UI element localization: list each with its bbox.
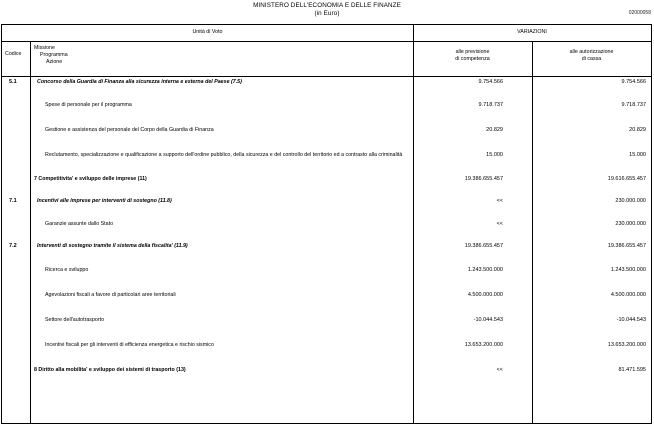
row-cassa: 9.718.737 xyxy=(621,102,646,108)
row-description: 8 Diritto alla mobilita' e sviluppo dei sistemi di trasporto (13) xyxy=(34,367,186,373)
table-row xyxy=(2,102,651,116)
cassa-header-line1: alle autorizzazione xyxy=(569,49,614,55)
row-cassa: 230.000.000 xyxy=(615,198,646,204)
row-cassa: 4.500.000.000 xyxy=(610,292,646,298)
row-competenza: 9.754.566 xyxy=(478,79,503,85)
ministry-title: MINISTERO DELL'ECONOMIA E DELLE FINANZE xyxy=(253,2,401,9)
table-row xyxy=(2,176,651,190)
table-row xyxy=(2,342,651,356)
table-row xyxy=(2,79,651,93)
row-description: Ricerca e sviluppo xyxy=(45,267,89,273)
table-row xyxy=(2,198,651,212)
row-competenza: 9.718.737 xyxy=(478,102,503,108)
row-description: Incentivi fiscali per gli interventi di efficienza energetica e rischio sismico xyxy=(45,342,214,348)
row-description: Interventi di sostegno tramite il sistema della fiscalita' (11.9) xyxy=(37,243,188,249)
row-description: Settore dell'autotrasporto xyxy=(45,317,105,323)
row-cassa: 230.000.000 xyxy=(615,221,646,227)
table-row xyxy=(2,127,651,141)
divider xyxy=(2,76,651,77)
variazioni-header: VARIAZIONI xyxy=(517,29,547,35)
programma-header: Programma xyxy=(40,52,68,58)
row-description: Spese di personale per il programma xyxy=(45,102,132,108)
codice-header: Codice xyxy=(5,51,22,57)
cassa-header-line2: di cassa xyxy=(581,55,602,62)
row-competenza: -10.044.543 xyxy=(473,317,503,323)
competenza-header-line1: alle previsione xyxy=(455,49,490,55)
currency-note: (in Euro) xyxy=(314,10,340,17)
unita-di-voto-header: Unità di Voto xyxy=(192,29,223,35)
row-description: Gestione e assistenza del personale del Corpo della Guardia di Finanza xyxy=(45,127,214,133)
row-cassa: 9.754.566 xyxy=(621,79,646,85)
row-code: 7.2 xyxy=(9,243,17,249)
row-cassa: 19.386.655.457 xyxy=(607,243,646,249)
competenza-header-line2: di competenza xyxy=(455,55,490,62)
row-competenza: 13.653.200.000 xyxy=(464,342,503,348)
row-code: 5.1 xyxy=(9,79,17,85)
table-row xyxy=(2,267,651,281)
row-description: Garanzie assunte dallo Stato xyxy=(45,221,114,227)
table-row xyxy=(2,221,651,235)
row-cassa: 13.653.200.000 xyxy=(607,342,646,348)
row-cassa: 20.829 xyxy=(629,127,646,133)
table-row xyxy=(2,367,651,381)
row-description: 7 Competitivita' e sviluppo delle imprese (11) xyxy=(34,176,147,182)
row-competenza: 4.500.000.000 xyxy=(467,292,503,298)
row-description: Agevolazioni fiscali a favore di particolari aree territoriali xyxy=(45,292,176,298)
row-competenza: << xyxy=(496,198,503,204)
row-competenza: 19.386.655.457 xyxy=(464,243,503,249)
azione-header: Azione xyxy=(46,59,63,65)
cassa-header xyxy=(532,49,651,62)
row-description: Incentivi alle imprese per interventi di sostegno (11.8) xyxy=(37,198,172,204)
table-row xyxy=(2,317,651,331)
row-competenza: << xyxy=(496,367,503,373)
row-cassa: 19.616.655.457 xyxy=(607,176,646,182)
missione-header: Missione xyxy=(34,45,55,51)
row-competenza: 20.829 xyxy=(486,127,503,133)
row-competenza: 19.386.655.457 xyxy=(464,176,503,182)
row-cassa: -10.044.543 xyxy=(616,317,646,323)
row-competenza: << xyxy=(496,221,503,227)
table-row xyxy=(2,152,651,166)
table-row xyxy=(2,292,651,306)
row-competenza: 1.243.500.000 xyxy=(467,267,503,273)
row-code: 7.1 xyxy=(9,198,17,204)
row-description: Concorso della Guardia di Finanza alla sicurezza interna e esterna del Paese (7.5) xyxy=(37,79,242,85)
row-description: Reclutamento, specializzazione e qualificazione a supporto dell'ordine pubblico, della sicurezza e del controllo del territorio ed a contrasto alla criminalità xyxy=(45,152,403,158)
divider xyxy=(2,41,651,42)
table-row xyxy=(2,243,651,257)
row-competenza: 15.000 xyxy=(486,152,503,158)
budget-table xyxy=(1,24,652,424)
document-code: 02000058 xyxy=(628,10,651,16)
row-cassa: 1.243.500.000 xyxy=(610,267,646,273)
page-title xyxy=(0,2,654,18)
row-cassa: 15.000 xyxy=(629,152,646,158)
competenza-header xyxy=(413,49,532,62)
row-cassa: 81.471.595 xyxy=(618,367,646,373)
